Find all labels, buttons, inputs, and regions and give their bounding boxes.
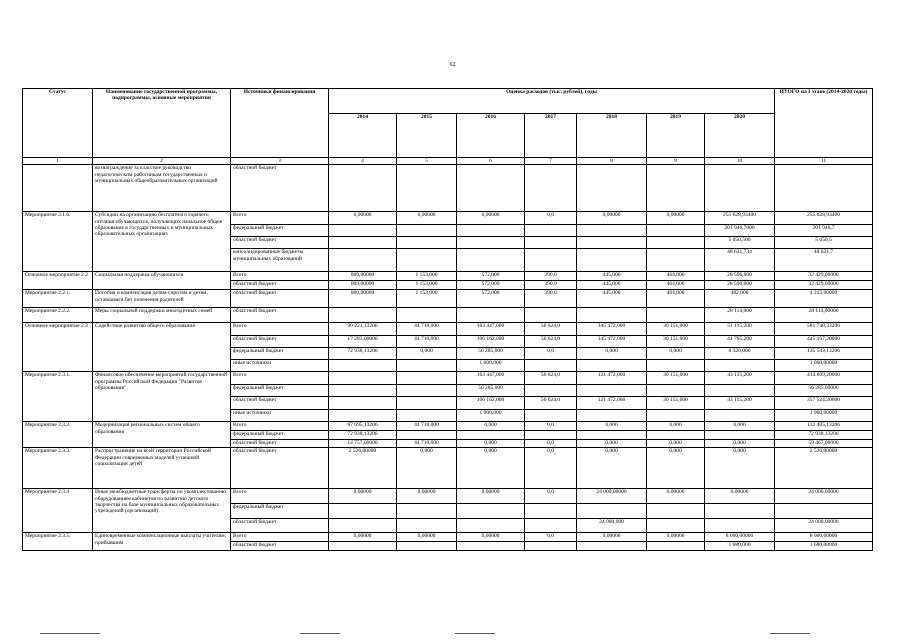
table-row (23, 323, 873, 335)
row-year-value (647, 308, 705, 323)
row-year-value (329, 409, 397, 422)
row-year-value: 0,000 (705, 439, 775, 448)
row-year-value: 0,00000 (647, 533, 705, 542)
header-name: Наименование государственной программы, подпрограммы, основные мероприятия (93, 89, 231, 158)
row-year-value (525, 360, 577, 372)
row-year-value: 106 162,000 (457, 397, 525, 410)
row-status: Мероприятие 2.3.3. (23, 448, 93, 489)
row-year-value (397, 430, 457, 439)
row-total-value: 135 543,13206 (775, 347, 873, 359)
column-number: 5 (397, 158, 457, 165)
row-year-value: 0,000 (577, 439, 647, 448)
row-year-value (329, 360, 397, 372)
table-row (23, 290, 873, 308)
row-total-value: 581 740,33206 (775, 323, 873, 335)
row-year-value (525, 503, 577, 518)
row-year-value (397, 518, 457, 533)
header-source: Источники финансирования (231, 89, 329, 158)
row-year-value (525, 518, 577, 533)
row-year-value: 0,0 (525, 439, 577, 448)
table-row (23, 165, 873, 212)
row-year-value: 390,0 (525, 281, 577, 290)
page-footer-lines (0, 633, 905, 637)
row-year-value: 0,000 (577, 422, 647, 431)
row-total-value: 24 000,00000 (775, 518, 873, 533)
row-year-value: 0,00000 (397, 489, 457, 504)
row-total-value: 445 197,20000 (775, 335, 873, 347)
row-year-value: 0,0 (525, 422, 577, 431)
row-year-value (577, 430, 647, 439)
row-year-value: 1 680,000 (705, 542, 775, 551)
row-year-value (457, 430, 525, 439)
row-year-value (525, 236, 577, 248)
header-total: ИТОГО на I этапе (2014-2020 годы) (775, 89, 873, 158)
row-status: Мероприятие 2.1.6. (23, 212, 93, 272)
row-year-value: 145 472,000 (577, 335, 647, 347)
row-total-value (775, 503, 873, 518)
row-measure-name: Пособия и компенсация детям-сиротам и детям, оставшимся без попечения родителей (93, 290, 231, 308)
row-year-value (577, 249, 647, 272)
row-year-value: 90 221,13206 (329, 323, 397, 335)
table-row (23, 489, 873, 504)
row-year-value (457, 308, 525, 323)
row-year-value: 0,0 (525, 448, 577, 489)
row-year-value (457, 503, 525, 518)
row-funding-source: Всего (231, 422, 329, 431)
column-number: 10 (705, 158, 775, 165)
row-year-value: 0,000 (647, 422, 705, 431)
row-year-value: 44 795,200 (705, 335, 775, 347)
row-total-value: 1 680,00000 (775, 542, 873, 551)
column-number: 6 (457, 158, 525, 165)
row-year-value: 0,0 (525, 533, 577, 542)
row-year-value: 8 000,00000 (705, 533, 775, 542)
row-year-value: 809,00000 (329, 290, 397, 308)
row-year-value (457, 542, 525, 551)
row-funding-source: областной бюджет (231, 281, 329, 290)
row-year-value: 445,000 (577, 281, 647, 290)
row-year-value (457, 249, 525, 272)
row-total-value: 4 315,00000 (775, 290, 873, 308)
row-funding-source: федеральный бюджет (231, 224, 329, 236)
row-total-value: 1 000,00000 (775, 409, 873, 422)
row-year-value: 0,000 (397, 448, 457, 489)
row-year-value: 121 472,000 (577, 397, 647, 410)
row-total-value: 132 405,13206 (775, 422, 873, 431)
row-year-value (525, 430, 577, 439)
row-year-value (577, 224, 647, 236)
row-year-value (525, 249, 577, 272)
row-year-value (647, 409, 705, 422)
row-year-value: 106 162,000 (457, 335, 525, 347)
row-year-value: 30 151,000 (647, 372, 705, 385)
row-year-value (577, 384, 647, 397)
row-year-value: 0,00000 (329, 489, 397, 504)
row-total-value: 1 000,00000 (775, 360, 873, 372)
row-measure-name: Содействие развитию общего образования (93, 323, 231, 372)
row-year-value (397, 503, 457, 518)
row-year-value: 390,0 (525, 272, 577, 281)
row-year-value: 43 115,200 (705, 372, 775, 385)
row-year-value: 255 628,93400 (705, 212, 775, 224)
row-year-value: 28 596,000 (705, 272, 775, 281)
row-year-value (397, 249, 457, 272)
row-year-value: 2 526,00000 (329, 448, 397, 489)
row-year-value (329, 384, 397, 397)
table-row (23, 372, 873, 385)
row-year-value: 56 624,0 (525, 335, 577, 347)
budget-table (22, 88, 873, 551)
row-year-value: 72 938,13206 (329, 347, 397, 359)
header-year: 2015 (397, 114, 457, 158)
row-funding-source: областной бюджет (231, 335, 329, 347)
row-measure-name: Единовременные компенсационные выплаты учителям, прибывшим (93, 533, 231, 551)
row-year-value: 163 447,000 (457, 372, 525, 385)
row-year-value: 30 151,000 (647, 397, 705, 410)
row-year-value (577, 236, 647, 248)
row-year-value: 464,000 (647, 272, 705, 281)
row-year-value: 0,000 (577, 448, 647, 489)
row-status: Мероприятие 2.3.1. (23, 372, 93, 422)
header-year: 2017 (525, 114, 577, 158)
row-year-value (329, 518, 397, 533)
row-year-value: 14 757,00000 (329, 439, 397, 448)
row-year-value: 44 710,000 (397, 439, 457, 448)
row-year-value: 0,00000 (329, 533, 397, 542)
table-row (23, 308, 873, 323)
row-total-value: 48 631,7 (775, 249, 873, 272)
row-year-value (329, 503, 397, 518)
row-status: Мероприятие 2.2.1. (23, 290, 93, 308)
row-funding-source: иные источники (231, 409, 329, 422)
row-year-value: 30 151,000 (647, 335, 705, 347)
row-year-value: 0,000 (647, 347, 705, 359)
row-year-value: 464,000 (647, 281, 705, 290)
row-year-value: 6 320,000 (705, 347, 775, 359)
row-year-value (397, 409, 457, 422)
row-measure-name: Модернизация региональных систем общего образования (93, 422, 231, 448)
row-year-value (577, 503, 647, 518)
row-year-value (525, 542, 577, 551)
row-year-value: 0,00000 (397, 212, 457, 224)
row-year-value: 445,000 (577, 272, 647, 281)
header-year: 2016 (457, 114, 525, 158)
row-year-value (577, 165, 647, 212)
row-year-value: 17 283,00000 (329, 335, 397, 347)
row-year-value: 24 000,000 (577, 518, 647, 533)
row-year-value (329, 249, 397, 272)
row-year-value (457, 165, 525, 212)
row-total-value: 28 114,00000 (775, 308, 873, 323)
row-funding-source: областной бюджет (231, 165, 329, 212)
row-year-value: 0,000 (647, 448, 705, 489)
row-funding-source: областной бюджет (231, 439, 329, 448)
row-measure-name: Финансовое обеспечение мероприятий государственной программы Российской Федерации "Развитие образования" (93, 372, 231, 422)
row-year-value: 0,000 (397, 347, 457, 359)
row-status: Мероприятие 2.3.5. (23, 533, 93, 551)
row-total-value: 56 285,00000 (775, 384, 873, 397)
row-year-value (705, 360, 775, 372)
row-year-value: 0,000 (705, 448, 775, 489)
row-year-value: 809,00000 (329, 272, 397, 281)
row-year-value: 1 153,000 (397, 272, 457, 281)
row-year-value (525, 384, 577, 397)
row-funding-source: Всего (231, 323, 329, 335)
row-year-value (397, 308, 457, 323)
row-measure-name: Социальная поддержка обучающихся (93, 272, 231, 290)
row-year-value (329, 224, 397, 236)
row-year-value: 572,000 (457, 272, 525, 281)
table-row (23, 212, 873, 224)
row-measure-name: Иные межбюджетные трансферты по укомплектованию оборудованием кабинетов по развитию детского творчества на базе муниципальных образовательных учреждений (организаций) (93, 489, 231, 533)
row-total-value: 357 524,20000 (775, 397, 873, 410)
row-year-value (705, 409, 775, 422)
header-year: 2020 (705, 114, 775, 158)
row-funding-source: федеральный бюджет (231, 347, 329, 359)
row-year-value (647, 518, 705, 533)
row-funding-source: иные источники (231, 360, 329, 372)
row-year-value: 28 114,000 (705, 308, 775, 323)
row-year-value (577, 409, 647, 422)
row-year-value: 390,0 (525, 290, 577, 308)
row-year-value (397, 542, 457, 551)
header-estimate: Оценка расходов (тыс. рублей), годы (329, 89, 775, 114)
row-year-value: 56 624,0 (525, 372, 577, 385)
row-year-value (705, 165, 775, 212)
table-row (23, 272, 873, 281)
row-funding-source: областной бюджет (231, 290, 329, 308)
row-status (23, 165, 93, 212)
column-number: 9 (647, 158, 705, 165)
row-year-value: 56 624,0 (525, 397, 577, 410)
row-year-value (647, 360, 705, 372)
row-year-value: 572,000 (457, 290, 525, 308)
row-year-value: 145 472,000 (577, 323, 647, 335)
row-year-value (647, 503, 705, 518)
row-year-value: 0,0 (525, 212, 577, 224)
row-year-value: 30 151,000 (647, 323, 705, 335)
row-total-value: 72 938,13206 (775, 430, 873, 439)
row-year-value (457, 518, 525, 533)
header-status: Статус (23, 89, 93, 158)
row-status: Основное мероприятие 2.2 (23, 272, 93, 290)
row-funding-source: Всего (231, 272, 329, 281)
row-year-value (647, 384, 705, 397)
row-funding-source: Всего (231, 533, 329, 542)
row-year-value: 0,00000 (457, 212, 525, 224)
row-year-value: 0,00000 (457, 533, 525, 542)
row-year-value (647, 165, 705, 212)
row-year-value (647, 542, 705, 551)
row-funding-source: областной бюджет (231, 397, 329, 410)
row-year-value (525, 409, 577, 422)
row-year-value: 464,000 (647, 290, 705, 308)
row-year-value: 0,000 (577, 347, 647, 359)
row-year-value (329, 542, 397, 551)
row-year-value: 24 000,00000 (577, 489, 647, 504)
row-year-value: 0,00000 (329, 212, 397, 224)
row-year-value (577, 542, 647, 551)
row-year-value (397, 224, 457, 236)
row-status: Основное мероприятие 2.3 (23, 323, 93, 372)
table-body (23, 165, 873, 551)
row-funding-source: федеральный бюджет (231, 384, 329, 397)
page-number: 62 (449, 62, 456, 68)
row-total-value: 255 628,93400 (775, 212, 873, 224)
row-year-value: 28 596,000 (705, 281, 775, 290)
row-year-value (329, 397, 397, 410)
row-funding-source: Всего (231, 372, 329, 385)
row-year-value: 48 631,734 (705, 249, 775, 272)
row-year-value (647, 249, 705, 272)
row-year-value: 201 946,7000 (705, 224, 775, 236)
row-year-value: 44 710,000 (397, 422, 457, 431)
row-year-value (705, 503, 775, 518)
row-year-value: 572,000 (457, 281, 525, 290)
row-year-value (397, 372, 457, 385)
row-year-value: 0,0 (525, 347, 577, 359)
header-year: 2019 (647, 114, 705, 158)
row-total-value: 5 050,5 (775, 236, 873, 248)
row-year-value: 0,000 (457, 448, 525, 489)
table-row (23, 448, 873, 489)
column-number: 4 (329, 158, 397, 165)
row-year-value (577, 308, 647, 323)
row-year-value (457, 236, 525, 248)
column-number-row (23, 158, 873, 165)
row-status: Мероприятие 2.3.2. (23, 422, 93, 448)
row-funding-source: федеральный бюджет (231, 430, 329, 439)
row-year-value: 121 472,000 (577, 372, 647, 385)
row-total-value: 24 000,00000 (775, 489, 873, 504)
row-total-value (775, 165, 873, 212)
row-year-value (525, 224, 577, 236)
row-year-value: 0,000 (705, 422, 775, 431)
table-row (23, 422, 873, 431)
row-total-value: 2 526,00000 (775, 448, 873, 489)
row-year-value (329, 308, 397, 323)
row-status: Мероприятие 2.2.2. (23, 308, 93, 323)
table-row (23, 533, 873, 542)
row-year-value: 0,00000 (705, 489, 775, 504)
row-year-value: 0,00000 (397, 533, 457, 542)
row-year-value (647, 224, 705, 236)
row-year-value: 0,000 (457, 439, 525, 448)
column-number: 7 (525, 158, 577, 165)
row-funding-source: областной бюджет (231, 448, 329, 489)
row-measure-name: Распространение на всей территории Российской Федерации современных моделей успешной социализации детей (93, 448, 231, 489)
row-year-value (705, 518, 775, 533)
row-year-value: 72 938,13206 (329, 430, 397, 439)
row-year-value: 0,0 (525, 489, 577, 504)
header-year: 2018 (577, 114, 647, 158)
row-status: Мероприятие 2.3.4 (23, 489, 93, 533)
row-year-value (329, 165, 397, 212)
row-year-value: 0,000 (457, 422, 525, 431)
row-year-value (397, 360, 457, 372)
row-funding-source: Всего (231, 489, 329, 504)
row-year-value (705, 430, 775, 439)
row-year-value: 1 000,000 (457, 409, 525, 422)
row-measure-name: вознаграждение за классное руководство педагогическим работникам государственных и муниципальных общеобразовательных организаций (93, 165, 231, 212)
row-year-value (329, 372, 397, 385)
column-number: 8 (577, 158, 647, 165)
row-year-value: 809,00000 (329, 281, 397, 290)
row-year-value: 0,000 (647, 439, 705, 448)
row-funding-source: консолидированные бюджеты муниципальных образований (231, 249, 329, 272)
row-year-value: 44 710,000 (397, 323, 457, 335)
column-number: 3 (231, 158, 329, 165)
row-total-value: 32 429,00000 (775, 281, 873, 290)
row-year-value: 1 000,000 (457, 360, 525, 372)
row-funding-source: федеральный бюджет (231, 503, 329, 518)
row-year-value: 445,000 (577, 290, 647, 308)
row-funding-source: областной бюджет (231, 308, 329, 323)
row-year-value: 44 710,000 (397, 335, 457, 347)
row-year-value: 0,00000 (457, 489, 525, 504)
column-number: 2 (93, 158, 231, 165)
row-year-value: 87 695,13206 (329, 422, 397, 431)
row-year-value: 56 285,000 (457, 347, 525, 359)
row-funding-source: областной бюджет (231, 542, 329, 551)
row-total-value: 201 946,7 (775, 224, 873, 236)
column-number: 1 (23, 158, 93, 165)
row-year-value: 0,00000 (577, 533, 647, 542)
row-year-value: 0,00000 (647, 212, 705, 224)
header-year: 2014 (329, 114, 397, 158)
row-measure-name: Субсидии на организацию бесплатного горячего питания обучающихся, получающих начальное общее образование в государственных и муниципальных образовательных организациях (93, 212, 231, 272)
row-year-value (577, 360, 647, 372)
row-year-value (705, 384, 775, 397)
row-year-value (397, 397, 457, 410)
column-number: 11 (775, 158, 873, 165)
row-total-value: 414 809,20000 (775, 372, 873, 385)
row-year-value: 56 285,000 (457, 384, 525, 397)
row-year-value (525, 308, 577, 323)
row-total-value: 59 467,00000 (775, 439, 873, 448)
row-funding-source: областной бюджет (231, 236, 329, 248)
row-year-value: 5 050,500 (705, 236, 775, 248)
row-year-value: 0,00000 (577, 212, 647, 224)
row-year-value (457, 224, 525, 236)
row-year-value: 482,000 (705, 290, 775, 308)
row-year-value (647, 236, 705, 248)
row-year-value (329, 236, 397, 248)
row-total-value: 8 000,00000 (775, 533, 873, 542)
row-year-value: 163 447,000 (457, 323, 525, 335)
row-year-value (397, 384, 457, 397)
row-year-value (397, 165, 457, 212)
row-year-value: 1 153,000 (397, 281, 457, 290)
row-year-value: 0,00000 (647, 489, 705, 504)
row-year-value (525, 165, 577, 212)
row-year-value: 43 115,200 (705, 397, 775, 410)
row-funding-source: Всего (231, 212, 329, 224)
row-measure-name: Меры социальной поддержки многодетных семей (93, 308, 231, 323)
row-year-value: 56 624,0 (525, 323, 577, 335)
row-year-value (397, 236, 457, 248)
row-year-value: 1 153,000 (397, 290, 457, 308)
row-funding-source: областной бюджет (231, 518, 329, 533)
row-year-value (647, 430, 705, 439)
row-total-value: 32 429,00000 (775, 272, 873, 281)
row-year-value: 51 115,200 (705, 323, 775, 335)
